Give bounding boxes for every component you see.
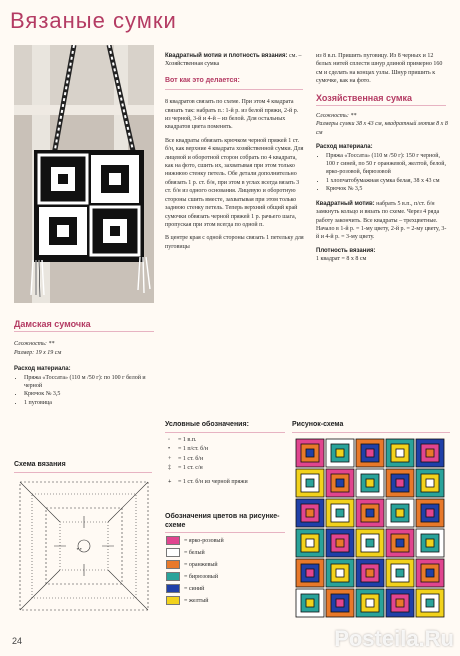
list-item: • Пряжа «Тоссата» (110 м /50 г): 150 г черной, 100 г синей, по 50 г оранжевой, желтой, белой, ярко-розовой, бирюзовой xyxy=(326,152,448,177)
pattern-square xyxy=(336,599,344,607)
pattern-square xyxy=(396,509,404,517)
density-text: 1 квадрат = 8 х 8 см xyxy=(316,256,367,263)
color-row xyxy=(166,548,286,557)
pattern-square xyxy=(426,449,434,457)
density-title: Плотность вязания: xyxy=(316,247,376,254)
color-swatch xyxy=(166,536,180,545)
pattern-grid xyxy=(295,438,445,623)
bag-photo xyxy=(14,45,154,303)
pattern-square xyxy=(336,449,344,457)
color-row xyxy=(166,560,286,569)
single-crochet-icon: + xyxy=(168,455,172,462)
pattern-square xyxy=(426,599,434,607)
svg-text:∘∘: ∘∘ xyxy=(76,546,83,552)
pattern-square xyxy=(306,539,314,547)
pattern-title: Рисунок-схема xyxy=(292,421,344,428)
color-label: = желтый xyxy=(184,597,209,604)
watermark: Posteila.Ru xyxy=(334,626,454,651)
color-row xyxy=(166,536,286,545)
scheme-title: Схема вязания xyxy=(14,461,66,468)
right-complexity: Сложность: ** xyxy=(316,113,357,120)
left-materials-title: Расход материала: xyxy=(14,366,71,373)
pattern-square xyxy=(306,509,314,517)
crochet-scheme xyxy=(14,476,154,616)
list-item: • 1 хлопчатобумажная сумка белая, 38 х 43 см xyxy=(326,177,448,185)
color-label: = белый xyxy=(184,549,205,556)
black-stitch-icon: + xyxy=(168,478,172,485)
right-materials-title: Расход материала: xyxy=(316,144,373,151)
double-crochet-icon: ‡ xyxy=(168,465,171,472)
slip-stitch-icon: • xyxy=(168,446,171,453)
pattern-square xyxy=(396,449,404,457)
pattern-square xyxy=(366,509,374,517)
instructions-continued: из 8 в.п. Пришить пуговицу. Из 8 черных и 12 белых нитей сплести шнур длиной примерно 160 см и сделать на концах узлы. Шнур пришить к сумочке, как на фото. xyxy=(316,53,443,85)
color-swatch xyxy=(166,584,180,593)
pattern-square xyxy=(426,539,434,547)
list-item: • 1 пуговица xyxy=(24,399,154,407)
color-label: = ярко-розовый xyxy=(184,537,224,544)
symbol-label: = 1 п/ст. б/н xyxy=(178,446,209,453)
symbols-title: Условные обозначения: xyxy=(165,421,249,428)
divider xyxy=(165,89,303,90)
pattern-square xyxy=(366,539,374,547)
pattern-square xyxy=(366,479,374,487)
pattern-square xyxy=(366,599,374,607)
divider xyxy=(165,532,285,533)
divider xyxy=(165,432,285,433)
color-label: = бирюзовый xyxy=(184,573,219,580)
pattern-square xyxy=(306,479,314,487)
divider xyxy=(316,105,446,106)
color-row xyxy=(166,584,286,593)
list-item: • Крючок № 3,5 xyxy=(24,390,154,398)
how-to-title: Вот как это делается: xyxy=(165,76,240,84)
left-size: Размер: 19 х 19 см xyxy=(14,349,62,356)
pattern-square xyxy=(366,569,374,577)
divider xyxy=(292,432,450,433)
right-column xyxy=(316,52,448,264)
right-materials-list xyxy=(316,152,448,194)
symbols-list xyxy=(168,436,288,486)
pattern-square xyxy=(396,479,404,487)
color-label: = синий xyxy=(184,585,205,592)
pattern-square xyxy=(396,599,404,607)
color-swatch xyxy=(166,548,180,557)
pattern-square xyxy=(306,599,314,607)
instructions-2: Все квадраты обвязать крючком черной пряжей 1 ст. б/н, как верхние 4 квадрата хозяйственной сумки. Для лицевой и оборотной сторон собрать по 4 квадрата, как на фото, сшить их, захватывая при этом только нижнюю стенку петель. Обе детали дополнительно обвязать 1 р. ст. б/н, при этом в углах всегда вязать 3 ст. б/н из одного основания. Лицевую и оборотную стороны сшить вместе, захватывая при этом только заднюю стенку петель. Теперь верхний общий край сумочки обвязать черной пряжей 1 р. рачьего шага, пропуская при этом всегда по одной п. xyxy=(165,137,304,228)
left-complexity: Сложность: ** xyxy=(14,341,55,348)
symbol-label: = 1 ст. б/н xyxy=(178,455,204,462)
symbol-label: = 1 в.п. xyxy=(178,437,197,443)
pattern-square xyxy=(426,509,434,517)
motif-density-title: Квадратный мотив и плотность вязания: xyxy=(165,53,288,59)
instructions-1: 8 квадратов связать по схеме. При этом 4 квадрата связать так: набрать п.: 1-й р. из белой пряжи, 2-й р. из черной, 3-й и 4-й – из белой. Для остальных квадратов цвета поменять. xyxy=(165,99,299,131)
color-row xyxy=(166,596,286,605)
divider xyxy=(14,331,154,332)
pattern-square xyxy=(336,479,344,487)
motif-density-text: см. – Хозяйственная сумка xyxy=(165,53,302,68)
middle-column xyxy=(165,52,305,256)
colors-title: Обозначения цветов на рисунке-схеме xyxy=(165,513,280,529)
pattern-square xyxy=(336,569,344,577)
pattern-square xyxy=(336,509,344,517)
color-row xyxy=(166,572,286,581)
pattern-chart xyxy=(295,438,445,628)
list-item: • Крючок № 3,5 xyxy=(326,185,448,193)
color-label: = оранжевый xyxy=(184,561,218,568)
motif-text: набрать 5 в.п., п/ст. б/н замкнуть кольцо и вязать по схеме. Через 4 ряда работу закончить. Все квадраты – трехцветные. Начало в 1-й р. = 1-му цвету, 2-й р. = 2-му цвету, 3-й и 4-й р. = 3-му цвету. xyxy=(316,200,447,241)
color-swatch xyxy=(166,560,180,569)
pattern-square xyxy=(366,449,374,457)
colors-legend xyxy=(166,536,286,608)
divider xyxy=(14,472,152,473)
pattern-square xyxy=(396,539,404,547)
pattern-square xyxy=(396,569,404,577)
pattern-square xyxy=(306,569,314,577)
instructions-3: В центре края с одной стороны связать 1 петельку для пуговицы xyxy=(165,235,304,250)
pattern-square xyxy=(306,449,314,457)
page-title: Вязаные сумки xyxy=(10,8,177,33)
pattern-square xyxy=(336,539,344,547)
left-column xyxy=(14,320,154,407)
pattern-square xyxy=(426,479,434,487)
page-number: 24 xyxy=(12,636,23,646)
motif-title: Квадратный мотив: xyxy=(316,200,375,207)
left-heading: Дамская сумочка xyxy=(14,319,91,329)
list-item: • Пряжа «Тоссата» (110 м /50 г): по 100 г белой и черной xyxy=(24,374,154,391)
right-size: Размеры сумки 38 х 43 см, квадратный мотив 8 х 8 см xyxy=(316,121,448,136)
right-heading: Хозяйственная сумка xyxy=(316,92,413,103)
symbol-label: = 1 ст. с/н xyxy=(178,465,203,472)
color-swatch xyxy=(166,572,180,581)
left-materials-list xyxy=(14,374,154,408)
black-symbol-label: = 1 ст. б/н из черной пряжи xyxy=(178,478,248,485)
chain-icon: ◦ xyxy=(168,437,171,443)
pattern-square xyxy=(426,569,434,577)
color-swatch xyxy=(166,596,180,605)
